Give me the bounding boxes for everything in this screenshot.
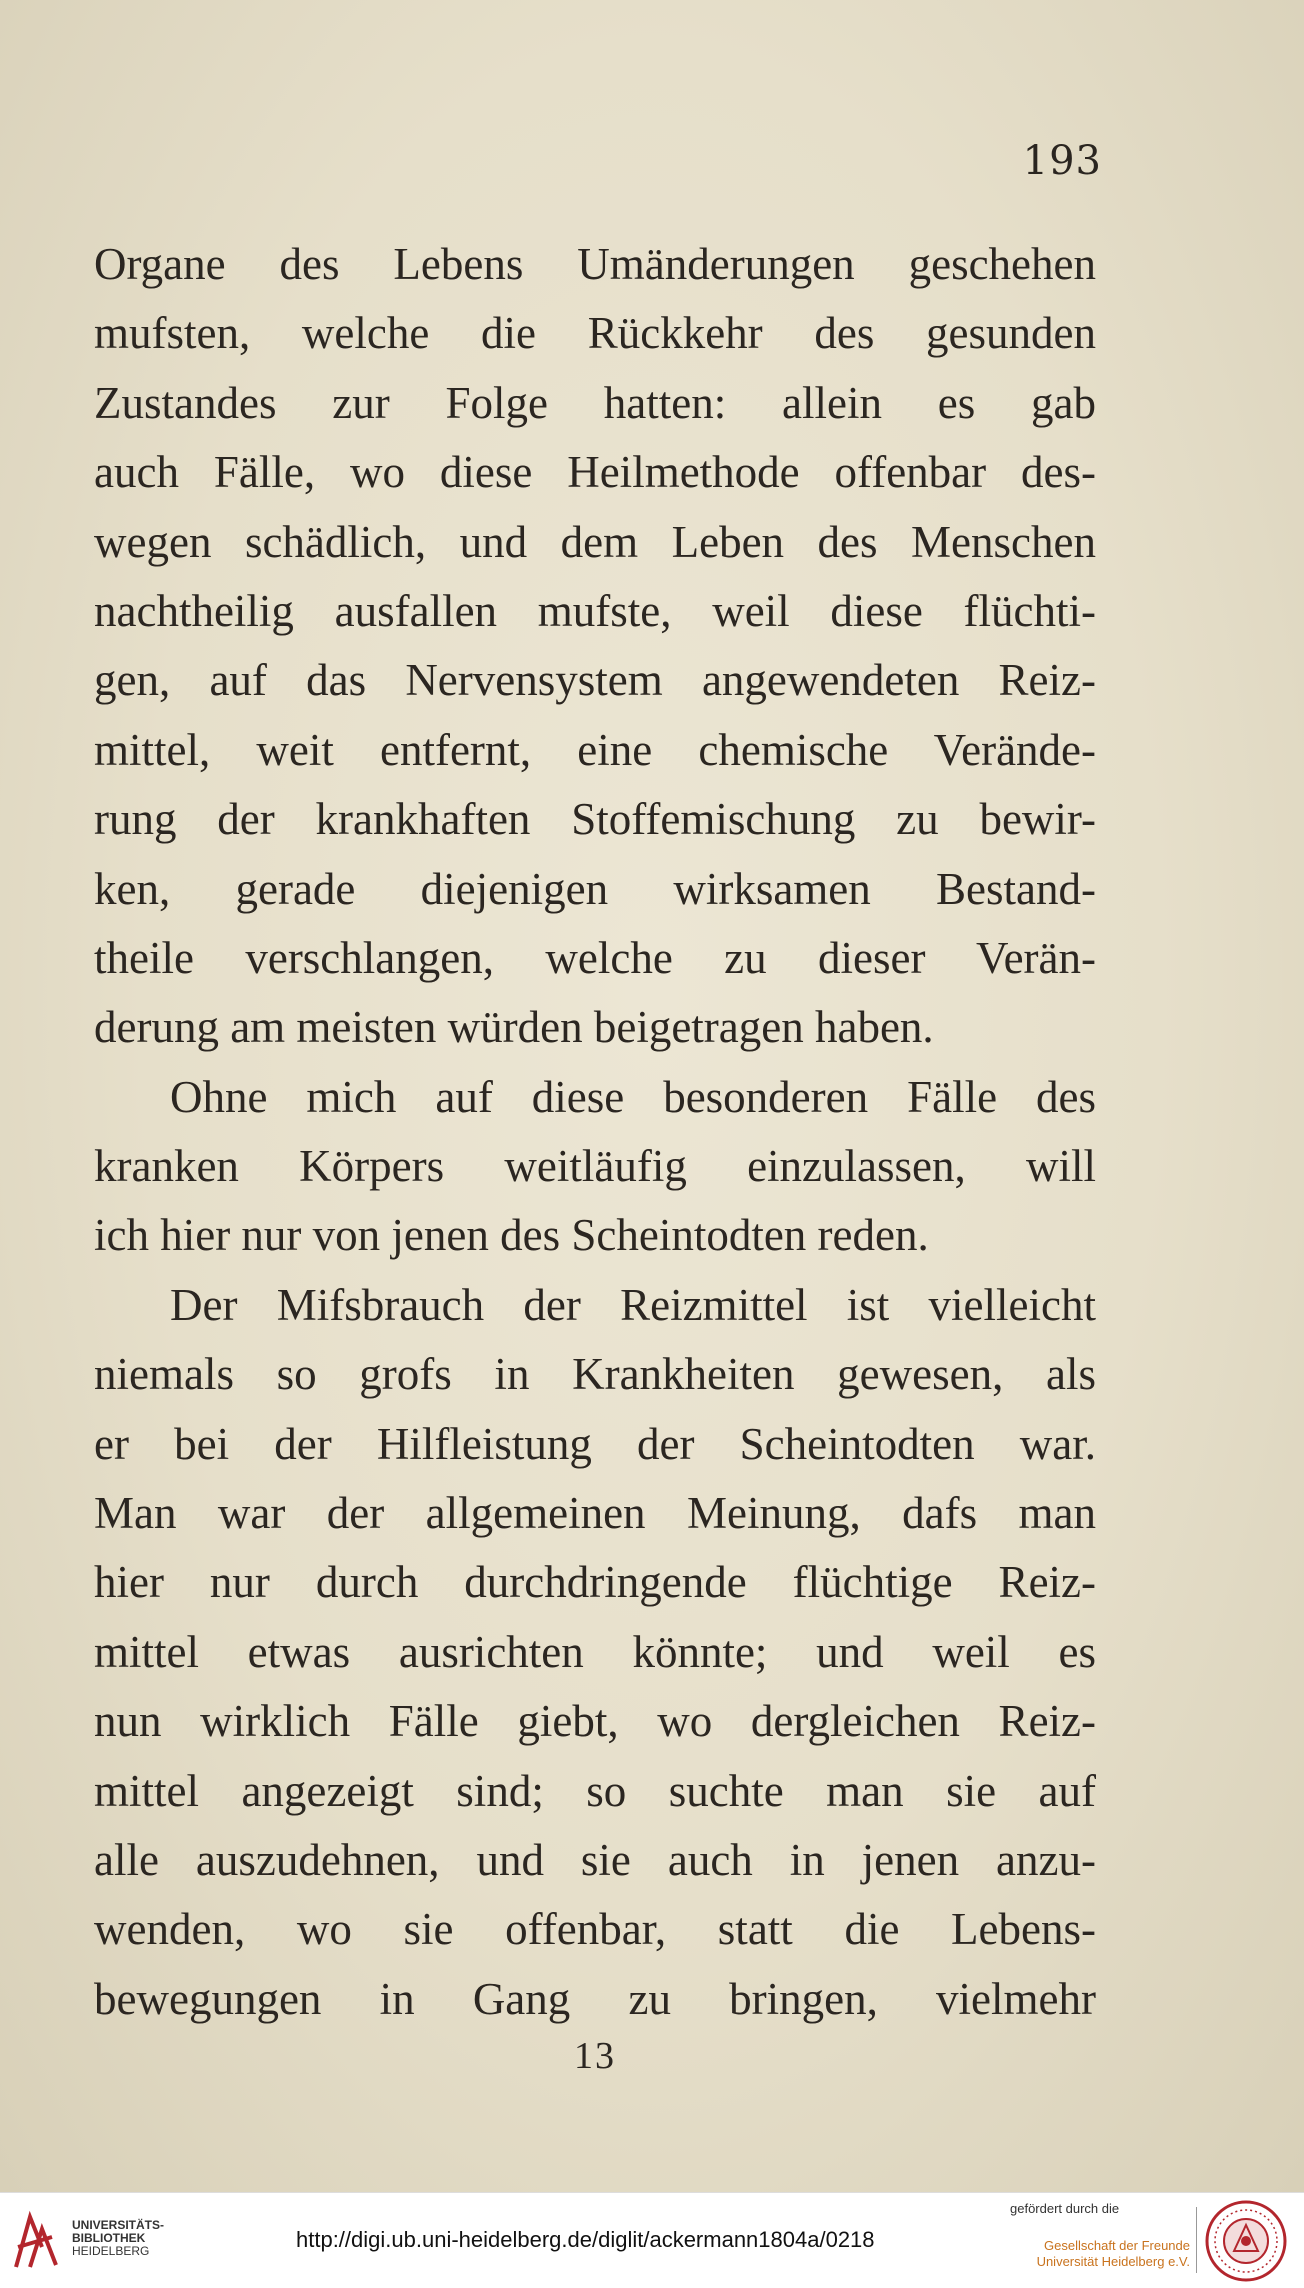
- text-line: mittel etwas ausrichten könnte; und weil es: [94, 1626, 1096, 1677]
- library-name-line-2: BIBLIOTHEK: [72, 2231, 146, 2245]
- text-line: mittel angezeigt sind; so suchte man sie auf: [94, 1765, 1096, 1816]
- text-line: bewegungen in Gang zu bringen, vielmehr: [94, 1973, 1096, 2024]
- text-line: mittel, weit entfernt, eine chemische Verände-: [94, 724, 1096, 775]
- text-line: mufsten, welche die Rückkehr des gesunden: [94, 308, 1096, 359]
- signature-mark: 13: [574, 2035, 616, 2077]
- text-line: theile verschlangen, welche zu dieser Verän-: [94, 932, 1096, 983]
- text-line: Der Mifsbrauch der Reizmittel ist vielleicht: [170, 1279, 1096, 1330]
- page-number: 193: [1022, 138, 1102, 184]
- sponsor-line-2: Universität Heidelberg e.V.: [1036, 2254, 1190, 2269]
- text-line: rung der krankhaften Stoffemischung zu bewir-: [94, 794, 1096, 845]
- library-name[interactable]: [72, 2219, 164, 2258]
- text-line: Man war der allgemeinen Meinung, dafs man: [94, 1488, 1096, 1539]
- sponsor-block[interactable]: [1010, 2201, 1190, 2270]
- viewer-footer: [0, 2192, 1304, 2288]
- text-line: nun wirklich Fälle giebt, wo dergleichen Reiz-: [94, 1696, 1096, 1747]
- text-line: wenden, wo sie offenbar, statt die Lebens-: [94, 1904, 1096, 1955]
- library-name-line-3: HEIDELBERG: [72, 2244, 150, 2258]
- text-line: derung am meisten würden beigetragen haben.: [94, 1002, 934, 1053]
- text-line: Ohne mich auf diese besonderen Fälle des: [170, 1071, 1096, 1122]
- text-line: wegen schädlich, und dem Leben des Menschen: [94, 516, 1096, 567]
- text-line: kranken Körpers weitläufig einzulassen, will: [94, 1141, 1096, 1192]
- sponsor-organization: [1010, 2238, 1190, 2270]
- text-line: gen, auf das Nervensystem angewendeten Reiz-: [94, 655, 1096, 706]
- text-line: niemals so grofs in Krankheiten gewesen, als: [94, 1349, 1096, 1400]
- permalink-url[interactable]: http://digi.ub.uni-heidelberg.de/diglit/ackermann1804a/0218: [296, 2227, 875, 2252]
- text-line: hier nur durch durchdringende flüchtige Reiz-: [94, 1557, 1096, 1608]
- body-text: [94, 230, 1096, 2034]
- university-seal-icon[interactable]: [1204, 2199, 1288, 2283]
- text-line: ich hier nur von jenen des Scheintodten reden.: [94, 1210, 929, 1261]
- text-line: nachtheilig ausfallen mufste, weil diese flüchti-: [94, 585, 1096, 636]
- library-name-line-1: UNIVERSITÄTS-: [72, 2218, 165, 2232]
- text-line: Organe des Lebens Umänderungen geschehen: [94, 239, 1096, 289]
- sponsor-divider: [1196, 2207, 1197, 2273]
- sponsor-line-1: Gesellschaft der Freunde: [1044, 2238, 1190, 2253]
- text-line: auch Fälle, wo diese Heilmethode offenbar des-: [94, 447, 1096, 498]
- text-line: ken, gerade diejenigen wirksamen Bestand-: [94, 863, 1096, 914]
- sponsor-caption: gefördert durch die: [1010, 2201, 1120, 2216]
- ub-heidelberg-logo-icon[interactable]: [12, 2207, 66, 2273]
- text-line: alle auszudehnen, und sie auch in jenen anzu-: [94, 1834, 1096, 1885]
- text-line: Zustandes zur Folge hatten: allein es gab: [94, 377, 1096, 428]
- text-line: er bei der Hilfleistung der Scheintodten war.: [94, 1418, 1096, 1469]
